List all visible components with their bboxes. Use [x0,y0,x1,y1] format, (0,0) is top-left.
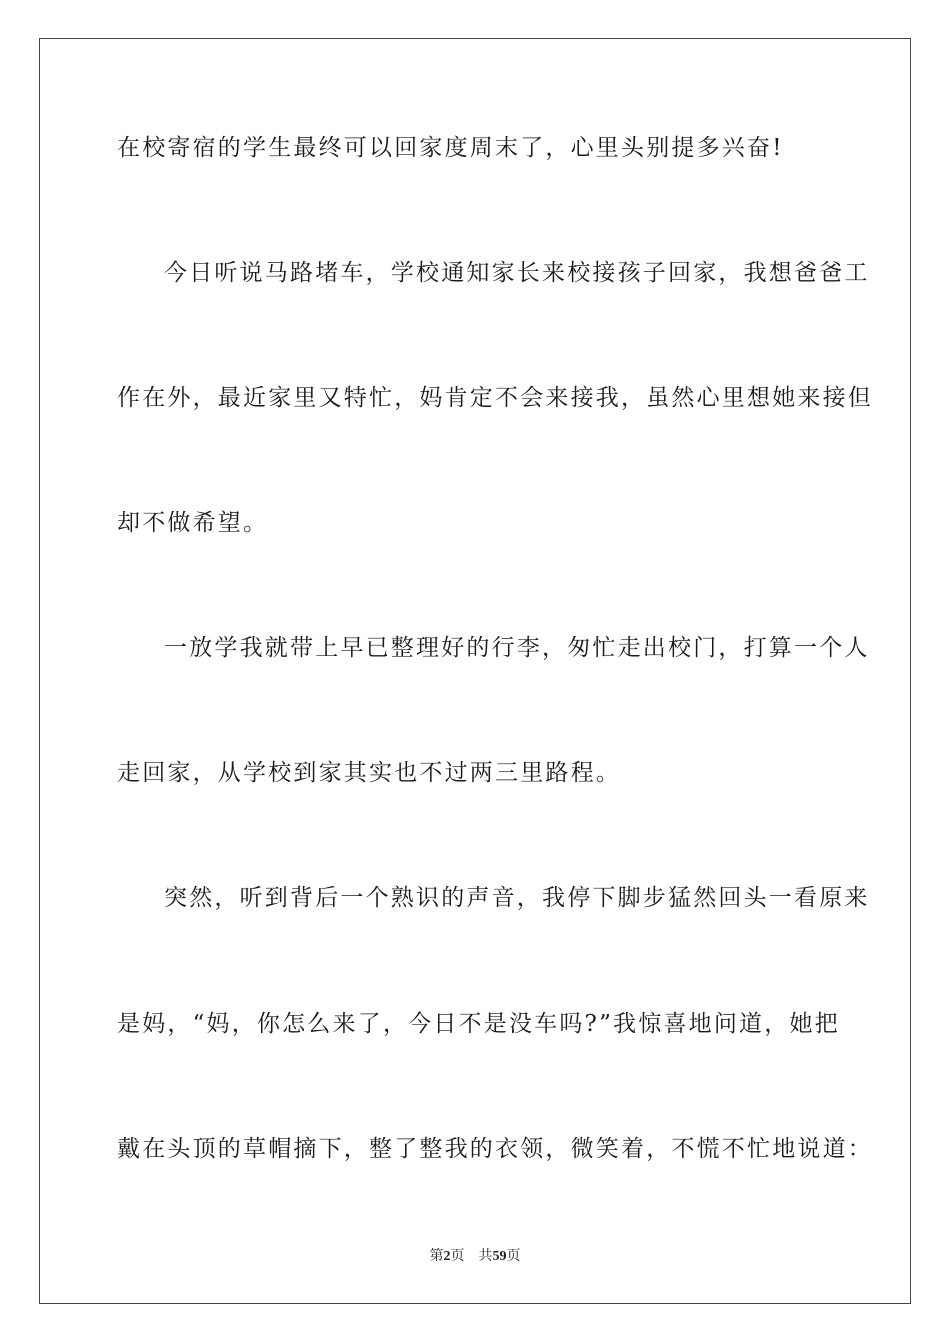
total-pages: 59 [492,1249,507,1264]
paragraph-line-9: 戴在头顶的草帽摘下，整了整我的衣领，微笑着，不慌不忙地说道： [117,1136,873,1162]
page-prefix: 第 [429,1248,444,1264]
page-border [39,38,911,1304]
page-suffix: 页 [450,1248,465,1264]
paragraph-line-4: 却不做希望。 [117,510,269,536]
page-number: 2 [443,1249,451,1264]
total-prefix: 共 [478,1248,493,1264]
page-footer [0,1247,950,1266]
total-suffix: 页 [506,1248,521,1264]
paragraph-line-8: 是妈，“妈，你怎么来了，今日不是没车吗?”我惊喜地问道，她把 [117,1011,840,1037]
paragraph-line-2: 今日听说马路堵车，学校通知家长来校接孩子回家，我想爸爸工 [164,260,870,286]
paragraph-line-5: 一放学我就带上早已整理好的行李，匆忙走出校门，打算一个人 [164,635,870,661]
paragraph-line-7: 突然，听到背后一个熟识的声音，我停下脚步猛然回头一看原来 [164,885,870,911]
paragraph-line-3: 作在外，最近家里又特忙，妈肯定不会来接我，虽然心里想她来接但 [117,385,873,411]
paragraph-line-6: 走回家，从学校到家其实也不过两三里路程。 [117,760,621,786]
paragraph-line-1: 在校寄宿的学生最终可以回家度周末了，心里头别提多兴奋! [117,135,784,161]
